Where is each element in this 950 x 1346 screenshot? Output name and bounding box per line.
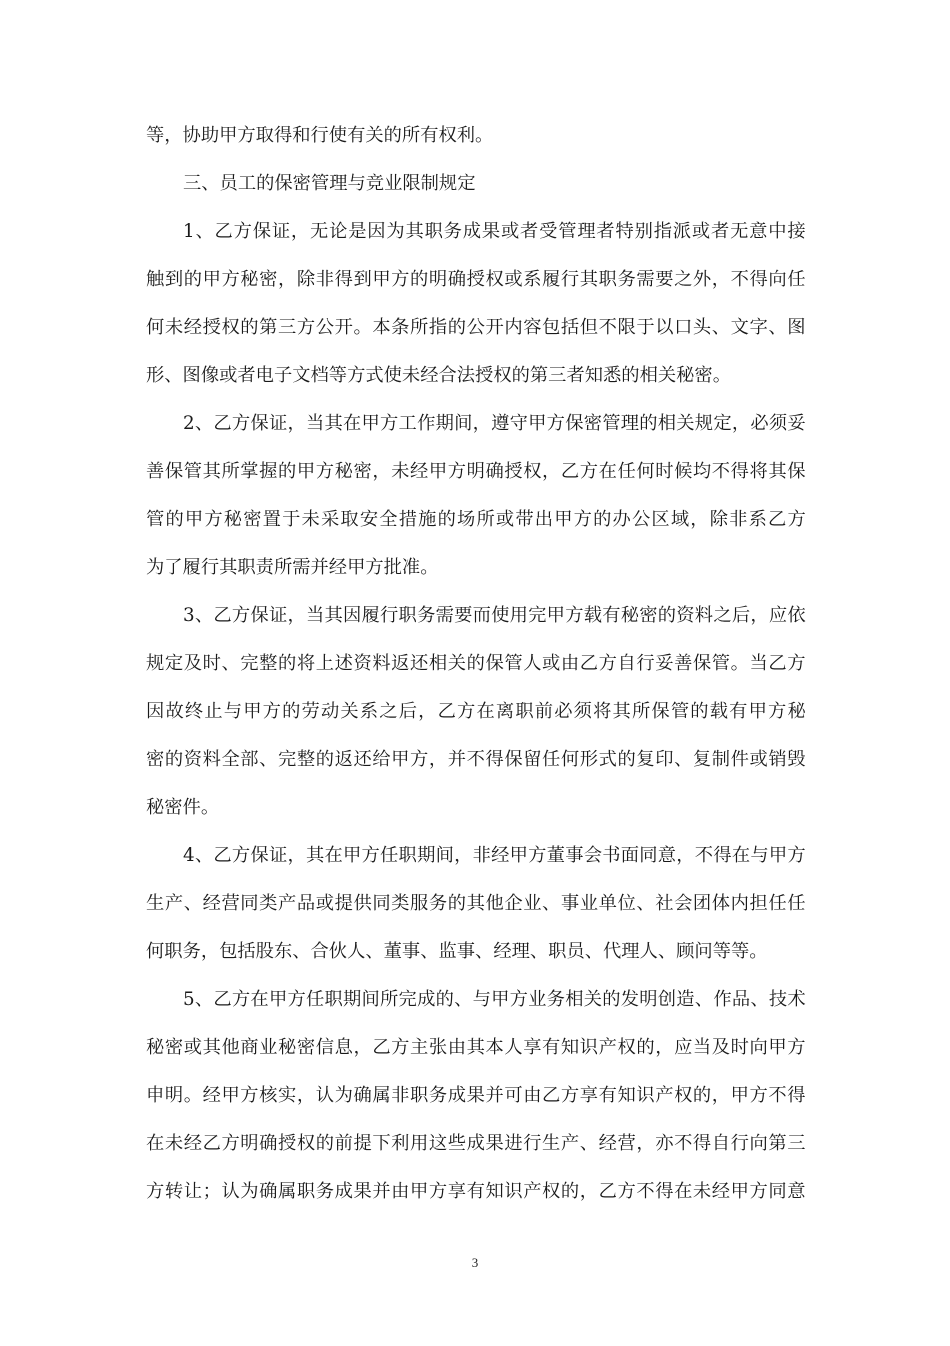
text-line: 1 、 乙 方 保 证 ， 无 论 是 因 为 其 职 务 成 果 或 者 受 管 理 者 特 别 指 派 或 者 无 意 中 接 (183, 221, 806, 242)
text-line: 方 转 让 ； 认 为 确 属 职 务 成 果 并 由 甲 方 享 有 知 识 产 权 的 ， 乙 方 不 得 在 未 经 甲 方 同 意 (146, 1181, 806, 1202)
text-line: 为了履行其职责所需并经甲方批准。 (146, 557, 439, 578)
text-line: 触 到 的 甲 方 秘 密 ， 除 非 得 到 甲 方 的 明 确 授 权 或 系 履 行 其 职 务 需 要 之 外 ， 不 得 向 任 (146, 269, 806, 290)
text-line: 何 未 经 授 权 的 第 三 方 公 开 。 本 条 所 指 的 公 开 内 容 包 括 但 不 限 于 以 口 头 、 文 字 、 图 (146, 317, 806, 338)
text-line: 3 、 乙 方 保 证 ， 当 其 因 履 行 职 务 需 要 而 使 用 完 甲 方 载 有 秘 密 的 资 料 之 后 ， 应 依 (183, 605, 806, 626)
text-line: 秘密件。 (146, 797, 220, 818)
text-line: 何职务，包括股东、合伙人、董事、监事、经理、职员、代理人、顾问等等。 (146, 941, 768, 962)
text-line: 秘 密 或 其 他 商 业 秘 密 信 息 ， 乙 方 主 张 由 其 本 人 享 有 知 识 产 权 的 ， 应 当 及 时 向 甲 方 (146, 1037, 806, 1058)
text-line: 4 、 乙 方 保 证 ， 其 在 甲 方 任 职 期 间 ， 非 经 甲 方 董 事 会 书 面 同 意 ， 不 得 在 与 甲 方 (183, 845, 806, 866)
text-line: 三、员工的保密管理与竞业限制规定 (183, 173, 476, 194)
text-line: 生 产 、 经 营 同 类 产 品 或 提 供 同 类 服 务 的 其 他 企 业 、 事 业 单 位 、 社 会 团 体 内 担 任 任 (146, 893, 806, 914)
text-line: 善 保 管 其 所 掌 握 的 甲 方 秘 密 ， 未 经 甲 方 明 确 授 权 ， 乙 方 在 任 何 时 候 均 不 得 将 其 保 (146, 461, 806, 482)
text-line: 形、图像或者电子文档等方式使未经合法授权的第三者知悉的相关秘密。 (146, 365, 731, 386)
page-number: 3 (471, 1255, 479, 1270)
text-line: 申 明 。 经 甲 方 核 实 ， 认 为 确 属 非 职 务 成 果 并 可 由 乙 方 享 有 知 识 产 权 的 ， 甲 方 不 得 (146, 1085, 806, 1106)
text-line: 在 未 经 乙 方 明 确 授 权 的 前 提 下 利 用 这 些 成 果 进 行 生 产 、 经 营 ， 亦 不 得 自 行 向 第 三 (146, 1133, 806, 1154)
text-line: 2 、 乙 方 保 证 ， 当 其 在 甲 方 工 作 期 间 ， 遵 守 甲 方 保 密 管 理 的 相 关 规 定 ， 必 须 妥 (183, 413, 806, 434)
text-line: 5 、 乙 方 在 甲 方 任 职 期 间 所 完 成 的 、 与 甲 方 业 务 相 关 的 发 明 创 造 、 作 品 、 技 术 (183, 989, 806, 1010)
text-line: 管 的 甲 方 秘 密 置 于 未 采 取 安 全 措 施 的 场 所 或 带 出 甲 方 的 办 公 区 域 ， 除 非 系 乙 方 (146, 509, 806, 530)
text-line: 等，协助甲方取得和行使有关的所有权利。 (146, 125, 494, 146)
text-line: 密 的 资 料 全 部 、 完 整 的 返 还 给 甲 方 ， 并 不 得 保 留 任 何 形 式 的 复 印 、 复 制 件 或 销 毁 (146, 749, 806, 770)
text-line: 因 故 终 止 与 甲 方 的 劳 动 关 系 之 后 ， 乙 方 在 离 职 前 必 须 将 其 所 保 管 的 载 有 甲 方 秘 (146, 701, 806, 722)
text-line: 规 定 及 时 、 完 整 的 将 上 述 资 料 返 还 相 关 的 保 管 人 或 由 乙 方 自 行 妥 善 保 管 。 当 乙 方 (146, 653, 806, 674)
document-body (146, 118, 806, 1222)
